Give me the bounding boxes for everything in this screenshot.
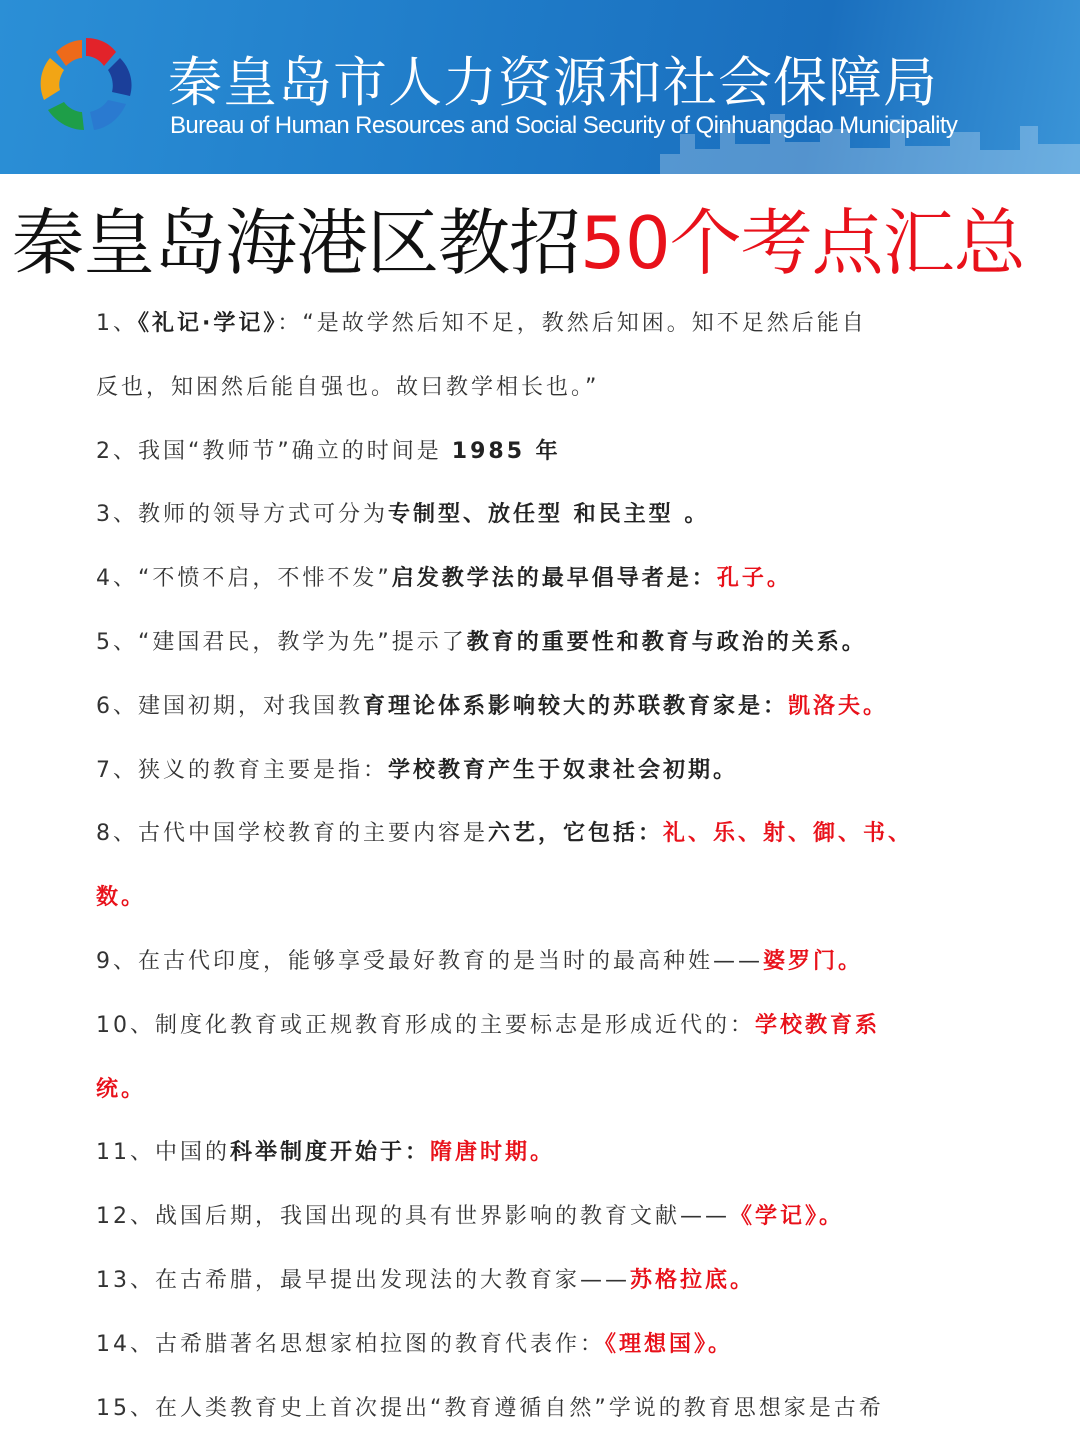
header-banner [0, 0, 1080, 174]
list-item-5: 5、“建国君民，教学为先”提示了教育的重要性和教育与政治的关系。 [96, 629, 867, 655]
list-item-14: 14、古希腊著名思想家柏拉图的教育代表作：《理想国》。 [96, 1331, 734, 1357]
list-item-4: 4、“不愤不启，不悱不发”启发教学法的最早倡导者是：孔子。 [96, 566, 792, 592]
bureau-logo-icon [30, 32, 142, 136]
list-item-12: 12、战国后期，我国出现的具有世界影响的教育文献——《学记》。 [96, 1204, 845, 1230]
list-item-8-continued: 数。 [96, 885, 147, 911]
list-item-11: 11、中国的科举制度开始于：隋唐时期。 [96, 1140, 556, 1166]
list-item-2: 2、我国“教师节”确立的时间是 1985 年 [96, 438, 561, 464]
list-item-7: 7、狭义的教育主要是指：学校教育产生于奴隶社会初期。 [96, 757, 739, 783]
list-item-10: 10、制度化教育或正规教育形成的主要标志是形成近代的：学校教育系 [96, 1012, 881, 1038]
list-item-15: 15、在人类教育史上首次提出“教育遵循自然”学说的教育思想家是古希 [96, 1395, 884, 1421]
bureau-title-chinese: 秦皇岛市人力资源和社会保障局 [168, 51, 938, 114]
list-item-1: 1、《礼记·学记》：“是故学然后知不足，教然后知困。知不足然后能自 [96, 311, 867, 336]
list-item-9: 9、在古代印度，能够享受最好教育的是当时的最高种姓——婆罗门。 [96, 948, 864, 974]
page-title-red-part: 50个考点汇总 [580, 201, 1025, 285]
list-item-8: 8、古代中国学校教育的主要内容是六艺，它包括：礼、乐、射、御、书、 [96, 821, 914, 847]
page-title [12, 198, 1025, 288]
list-item-13: 13、在古希腊，最早提出发现法的大教育家——苏格拉底。 [96, 1267, 756, 1293]
page-title-black-part: 秦皇岛海港区教招 [12, 201, 581, 285]
list-item-3: 3、教师的领导方式可分为专制型、放任型 和民主型 。 [96, 502, 710, 528]
list-item-6: 6、建国初期，对我国教育理论体系影响较大的苏联教育家是：凯洛夫。 [96, 693, 889, 719]
list-item-1-continued: 反也，知困然后能自强也。故曰教学相长也。” [96, 374, 600, 400]
exam-points-list [96, 298, 956, 1446]
list-item-10-continued: 统。 [96, 1076, 147, 1102]
bureau-title-english: Bureau of Human Resources and Social Security of Qinhuangdao Municipality [170, 112, 958, 139]
